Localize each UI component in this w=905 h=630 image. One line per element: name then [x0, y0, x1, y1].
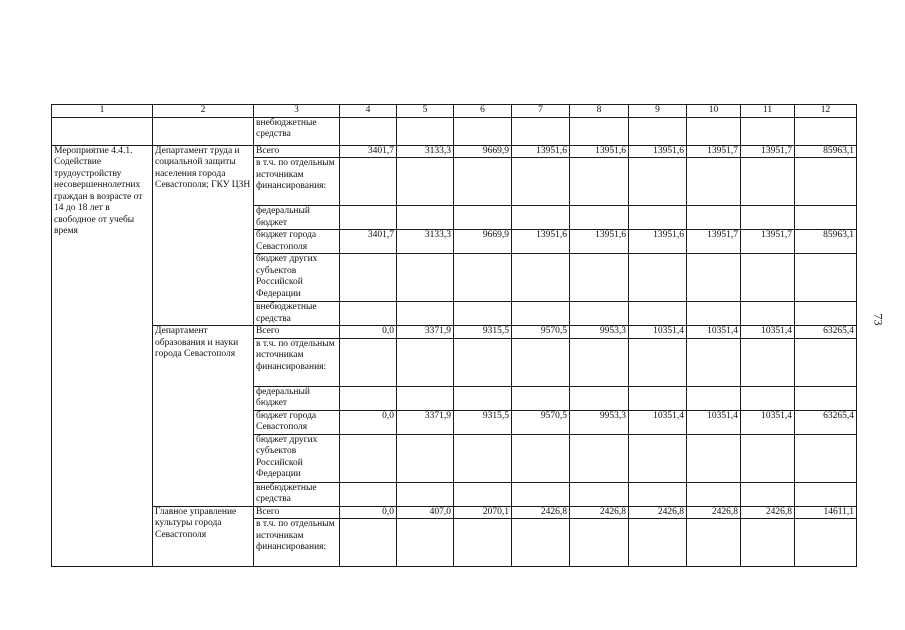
- value-cell: [629, 206, 687, 230]
- value-cell: [741, 338, 795, 386]
- value-cell: [454, 158, 512, 206]
- value-cell: 3401,7: [340, 230, 397, 254]
- value-cell: [741, 254, 795, 302]
- value-cell: [340, 482, 397, 506]
- value-cell: [629, 386, 687, 410]
- value-cell: [570, 482, 629, 506]
- value-cell: 3133,3: [397, 145, 454, 158]
- value-cell: [629, 158, 687, 206]
- category-cell: в т.ч. по отдельным источникам финансирования:: [254, 519, 340, 567]
- value-cell: [687, 386, 741, 410]
- org-cell: [153, 117, 254, 145]
- value-cell: 2426,8: [629, 506, 687, 519]
- value-cell: [397, 482, 454, 506]
- value-cell: 0,0: [340, 326, 397, 339]
- value-cell: 13951,7: [687, 230, 741, 254]
- value-cell: [397, 519, 454, 567]
- value-cell: 9570,5: [512, 326, 570, 339]
- value-cell: [570, 158, 629, 206]
- value-cell: [629, 482, 687, 506]
- value-cell: 10351,4: [741, 410, 795, 434]
- column-header: 2: [153, 105, 254, 118]
- value-cell: [629, 519, 687, 567]
- value-cell: [512, 158, 570, 206]
- table-row: [52, 506, 857, 519]
- value-cell: 13951,6: [512, 230, 570, 254]
- value-cell: 63265,4: [795, 326, 857, 339]
- value-cell: [687, 482, 741, 506]
- value-cell: [795, 519, 857, 567]
- org-cell: Главное управление культуры города Севастополя: [153, 506, 254, 567]
- value-cell: [741, 519, 795, 567]
- value-cell: 2426,8: [741, 506, 795, 519]
- value-cell: [512, 302, 570, 326]
- value-cell: 10351,4: [741, 326, 795, 339]
- value-cell: [741, 117, 795, 145]
- value-cell: [741, 482, 795, 506]
- value-cell: [570, 206, 629, 230]
- value-cell: [340, 338, 397, 386]
- value-cell: [512, 254, 570, 302]
- value-cell: 13951,6: [629, 145, 687, 158]
- value-cell: [570, 302, 629, 326]
- category-cell: Всего: [254, 326, 340, 339]
- value-cell: [512, 434, 570, 482]
- value-cell: 63265,4: [795, 410, 857, 434]
- value-cell: 2426,8: [512, 506, 570, 519]
- column-header: 5: [397, 105, 454, 118]
- value-cell: [340, 254, 397, 302]
- value-cell: [512, 206, 570, 230]
- value-cell: [512, 117, 570, 145]
- value-cell: [741, 434, 795, 482]
- value-cell: [629, 302, 687, 326]
- value-cell: [454, 386, 512, 410]
- value-cell: [512, 519, 570, 567]
- value-cell: [397, 338, 454, 386]
- value-cell: [741, 302, 795, 326]
- value-cell: [340, 206, 397, 230]
- value-cell: [629, 338, 687, 386]
- value-cell: 2426,8: [570, 506, 629, 519]
- value-cell: [512, 338, 570, 386]
- value-cell: [454, 302, 512, 326]
- value-cell: 2426,8: [687, 506, 741, 519]
- value-cell: 85963,1: [795, 230, 857, 254]
- column-header: 4: [340, 105, 397, 118]
- value-cell: [687, 338, 741, 386]
- table-body: [52, 105, 857, 567]
- value-cell: [397, 254, 454, 302]
- column-header: 1: [52, 105, 153, 118]
- column-header: 3: [254, 105, 340, 118]
- value-cell: 3401,7: [340, 145, 397, 158]
- value-cell: 85963,1: [795, 145, 857, 158]
- value-cell: [687, 206, 741, 230]
- value-cell: [454, 519, 512, 567]
- value-cell: [570, 386, 629, 410]
- value-cell: [795, 158, 857, 206]
- column-header: 11: [741, 105, 795, 118]
- value-cell: 13951,6: [629, 230, 687, 254]
- value-cell: [795, 434, 857, 482]
- category-cell: бюджет города Севастополя: [254, 410, 340, 434]
- column-header: 9: [629, 105, 687, 118]
- category-cell: внебюджетные средства: [254, 117, 340, 145]
- event-cell: Мероприятие 4.4.1. Содействие трудоустройству несовершеннолетних граждан в возрасте от 14 до 18 лет в свободное от учебы время: [52, 145, 153, 567]
- value-cell: [570, 254, 629, 302]
- value-cell: [795, 302, 857, 326]
- budget-table: [51, 104, 857, 567]
- column-header: 6: [454, 105, 512, 118]
- value-cell: [741, 158, 795, 206]
- value-cell: 10351,4: [629, 410, 687, 434]
- value-cell: [454, 254, 512, 302]
- category-cell: внебюджетные средства: [254, 302, 340, 326]
- category-cell: Всего: [254, 506, 340, 519]
- value-cell: [454, 338, 512, 386]
- value-cell: [687, 434, 741, 482]
- org-cell: Департамент образования и науки города Севастополя: [153, 326, 254, 507]
- value-cell: [340, 302, 397, 326]
- value-cell: [795, 206, 857, 230]
- value-cell: 3371,9: [397, 326, 454, 339]
- category-cell: федеральный бюджет: [254, 206, 340, 230]
- value-cell: [687, 254, 741, 302]
- value-cell: 0,0: [340, 506, 397, 519]
- value-cell: [687, 302, 741, 326]
- value-cell: [795, 386, 857, 410]
- value-cell: 13951,6: [570, 145, 629, 158]
- column-header: 10: [687, 105, 741, 118]
- value-cell: [795, 254, 857, 302]
- column-header: 8: [570, 105, 629, 118]
- value-cell: [454, 117, 512, 145]
- value-cell: [795, 482, 857, 506]
- value-cell: [741, 386, 795, 410]
- column-header: 7: [512, 105, 570, 118]
- value-cell: 13951,7: [687, 145, 741, 158]
- value-cell: 9315,5: [454, 410, 512, 434]
- value-cell: [687, 117, 741, 145]
- category-cell: Всего: [254, 145, 340, 158]
- page-number: 73: [871, 313, 886, 326]
- value-cell: [512, 482, 570, 506]
- value-cell: [795, 117, 857, 145]
- value-cell: [397, 206, 454, 230]
- value-cell: [454, 482, 512, 506]
- value-cell: 10351,4: [687, 410, 741, 434]
- category-cell: внебюджетные средства: [254, 482, 340, 506]
- category-cell: бюджет города Севастополя: [254, 230, 340, 254]
- column-header: 12: [795, 105, 857, 118]
- value-cell: [397, 117, 454, 145]
- value-cell: [397, 386, 454, 410]
- value-cell: 13951,7: [741, 230, 795, 254]
- value-cell: [340, 158, 397, 206]
- category-cell: бюджет других субъектов Российской Федерации: [254, 434, 340, 482]
- value-cell: [340, 386, 397, 410]
- value-cell: [340, 117, 397, 145]
- table-row: [52, 117, 857, 145]
- value-cell: [397, 158, 454, 206]
- value-cell: 10351,4: [629, 326, 687, 339]
- value-cell: [570, 434, 629, 482]
- value-cell: [454, 206, 512, 230]
- value-cell: [629, 434, 687, 482]
- value-cell: [687, 519, 741, 567]
- value-cell: [570, 338, 629, 386]
- category-cell: в т.ч. по отдельным источникам финансирования:: [254, 158, 340, 206]
- category-cell: бюджет других субъектов Российской Федерации: [254, 254, 340, 302]
- value-cell: [629, 117, 687, 145]
- header-row: [52, 105, 857, 118]
- event-cell: [52, 117, 153, 145]
- value-cell: [795, 338, 857, 386]
- value-cell: [454, 434, 512, 482]
- value-cell: [340, 434, 397, 482]
- value-cell: [687, 158, 741, 206]
- category-cell: в т.ч. по отдельным источникам финансирования:: [254, 338, 340, 386]
- value-cell: 9570,5: [512, 410, 570, 434]
- value-cell: [741, 206, 795, 230]
- value-cell: 3133,3: [397, 230, 454, 254]
- value-cell: 13951,6: [570, 230, 629, 254]
- value-cell: [397, 434, 454, 482]
- table-row: [52, 326, 857, 339]
- value-cell: 9315,5: [454, 326, 512, 339]
- value-cell: 2070,1: [454, 506, 512, 519]
- value-cell: [570, 519, 629, 567]
- value-cell: 13951,7: [741, 145, 795, 158]
- value-cell: 9953,3: [570, 410, 629, 434]
- category-cell: федеральный бюджет: [254, 386, 340, 410]
- org-cell: Департамент труда и социальной защиты населения города Севастополя; ГКУ ЦЗН: [153, 145, 254, 326]
- table-row: [52, 145, 857, 158]
- value-cell: 3371,9: [397, 410, 454, 434]
- value-cell: 9669,9: [454, 145, 512, 158]
- value-cell: 14611,1: [795, 506, 857, 519]
- value-cell: 0,0: [340, 410, 397, 434]
- value-cell: [340, 519, 397, 567]
- value-cell: [570, 117, 629, 145]
- value-cell: 9669,9: [454, 230, 512, 254]
- value-cell: [512, 386, 570, 410]
- value-cell: [397, 302, 454, 326]
- value-cell: 407,0: [397, 506, 454, 519]
- value-cell: [629, 254, 687, 302]
- value-cell: 9953,3: [570, 326, 629, 339]
- value-cell: 13951,6: [512, 145, 570, 158]
- value-cell: 10351,4: [687, 326, 741, 339]
